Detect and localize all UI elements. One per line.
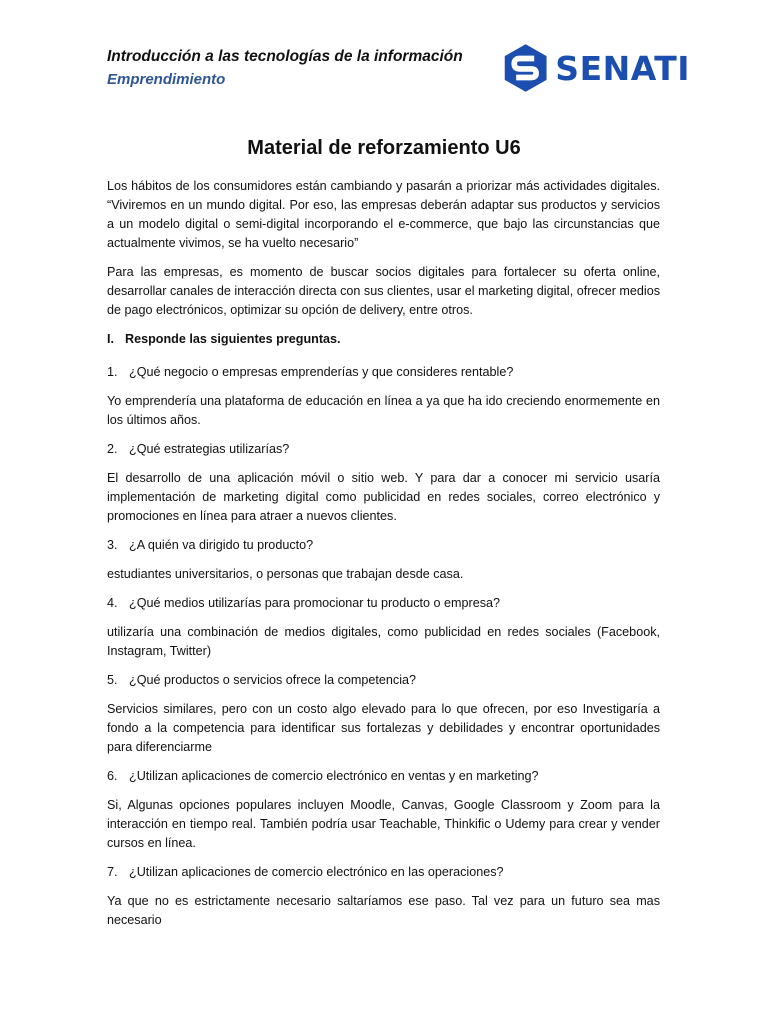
question-text: ¿Qué medios utilizarías para promocionar tu producto o empresa? xyxy=(129,596,500,610)
answer-1: Yo emprendería una plataforma de educación en línea a ya que ha ido creciendo enormemente en los últimos años. xyxy=(107,394,660,427)
question-text: ¿Utilizan aplicaciones de comercio electrónico en ventas y en marketing? xyxy=(129,769,539,783)
question-number: 3. xyxy=(107,538,118,552)
document-header xyxy=(107,48,463,88)
senati-logo xyxy=(500,40,690,96)
question-number: 2. xyxy=(107,442,118,456)
senati-logo-icon xyxy=(500,41,551,95)
question-text: ¿Qué negocio o empresas emprenderías y que consideres rentable? xyxy=(129,365,514,379)
intro-paragraph-1: Los hábitos de los consumidores están cambiando y pasarán a priorizar más actividades digitales. “Viviremos en un mundo digital. Por eso, las empresas deberán adaptar sus productos y servicios a un modelo digital o semi-digital incorporando el e-commerce, que bajo las circunstancias que actualmente vivimos, se ha vuelto necesario” xyxy=(107,179,660,250)
question-text: ¿A quién va dirigido tu producto? xyxy=(129,538,314,552)
section-number: I. xyxy=(107,332,114,346)
question-number: 6. xyxy=(107,769,118,783)
answer-2: El desarrollo de una aplicación móvil o sitio web. Y para dar a conocer mi servicio usaría implementación de marketing digital como publicidad en redes sociales, correo electrónico y promociones en línea para atraer a nuevos clientes. xyxy=(107,471,660,523)
question-1 xyxy=(107,363,660,382)
page-title: Material de reforzamiento U6 xyxy=(247,137,521,159)
question-number: 1. xyxy=(107,365,118,379)
question-text: ¿Qué estrategias utilizarías? xyxy=(129,442,290,456)
answer-3: estudiantes universitarios, o personas que trabajan desde casa. xyxy=(107,567,464,581)
question-3 xyxy=(107,536,660,555)
question-text: ¿Qué productos o servicios ofrece la competencia? xyxy=(129,673,416,687)
answer-7: Ya que no es estrictamente necesario saltaríamos ese paso. Tal vez para un futuro sea mas necesario xyxy=(107,894,660,927)
intro-paragraph-2: Para las empresas, es momento de buscar socios digitales para fortalecer su oferta online, desarrollar canales de interacción directa con sus clientes, usar el marketing digital, ofrecer medios de pago electrónicos, optimizar su opción de delivery, entre otros. xyxy=(107,265,660,317)
question-number: 7. xyxy=(107,865,118,879)
question-5 xyxy=(107,671,660,690)
question-number: 5. xyxy=(107,673,118,687)
answer-4: utilizaría una combinación de medios digitales, como publicidad en redes sociales (Facebook, Instagram, Twitter) xyxy=(107,625,660,658)
question-number: 4. xyxy=(107,596,118,610)
question-2 xyxy=(107,440,660,459)
subject-title: Emprendimiento xyxy=(107,71,226,88)
logo-text: SENATI xyxy=(555,48,690,88)
question-4 xyxy=(107,594,660,613)
course-title: Introducción a las tecnologías de la información xyxy=(107,48,463,65)
document-body xyxy=(107,177,660,940)
question-text: ¿Utilizan aplicaciones de comercio electrónico en las operaciones? xyxy=(129,865,504,879)
section-heading xyxy=(107,330,660,349)
section-label: Responde las siguientes preguntas. xyxy=(125,332,341,346)
question-7 xyxy=(107,863,660,882)
question-6 xyxy=(107,767,660,786)
answer-5: Servicios similares, pero con un costo algo elevado para lo que ofrecen, por eso Investigaría a fondo a la competencia para identificar sus fortalezas y debilidades y encontrar oportunidades para diferenciarme xyxy=(107,702,660,754)
answer-6: Si, Algunas opciones populares incluyen Moodle, Canvas, Google Classroom y Zoom para la interacción en tiempo real. También podría usar Teachable, Thinkific o Udemy para crear y vender cursos en línea. xyxy=(107,798,660,850)
